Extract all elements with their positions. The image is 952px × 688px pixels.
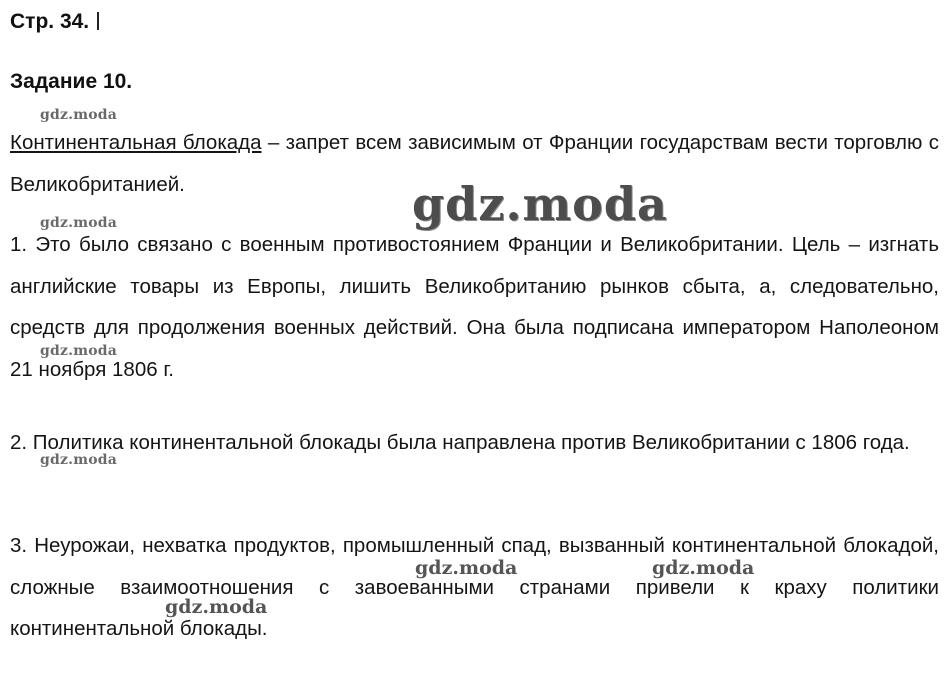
text-cursor bbox=[97, 12, 99, 30]
task-title: Задание 10. bbox=[10, 70, 133, 93]
watermark-large: gdz.moda bbox=[412, 177, 668, 231]
watermark: gdz.moda bbox=[165, 596, 268, 618]
watermark: gdz.moda bbox=[415, 557, 518, 579]
answer-1-paragraph: 1. Это было связано с военным противостоянием Франции и Великобритании. Цель – изгнать английские товары из Европы, лишить Великобританию рынков сбыта, а, следовательно, средств для продолжения военных действий. Она была подписана императором Наполеоном 21 ноября 1806 г. bbox=[10, 233, 939, 381]
definition-term: Континентальная блокада bbox=[10, 131, 262, 154]
watermark: gdz.moda bbox=[40, 343, 118, 359]
page-reference-text: Стр. 34. bbox=[10, 10, 90, 33]
answer-2-paragraph: 2. Политика континентальной блокады была направлена против Великобритании с 1806 года. bbox=[10, 431, 910, 454]
watermark: gdz.moda bbox=[652, 557, 755, 579]
answer-3-paragraph: 3. Неурожаи, нехватка продуктов, промышленный спад, вызванный континентальной блокадой, сложные взаимоотношения с завоеванными странами привели к краху политики континентальной блокады. bbox=[10, 534, 939, 640]
watermark: gdz.moda bbox=[40, 107, 118, 123]
definition-text: – запрет всем зависимым от Франции государствам вести торговлю с Великобританией. bbox=[10, 131, 939, 196]
watermark: gdz.moda bbox=[40, 452, 118, 468]
page-reference bbox=[10, 9, 99, 35]
watermark: gdz.moda bbox=[40, 215, 118, 231]
